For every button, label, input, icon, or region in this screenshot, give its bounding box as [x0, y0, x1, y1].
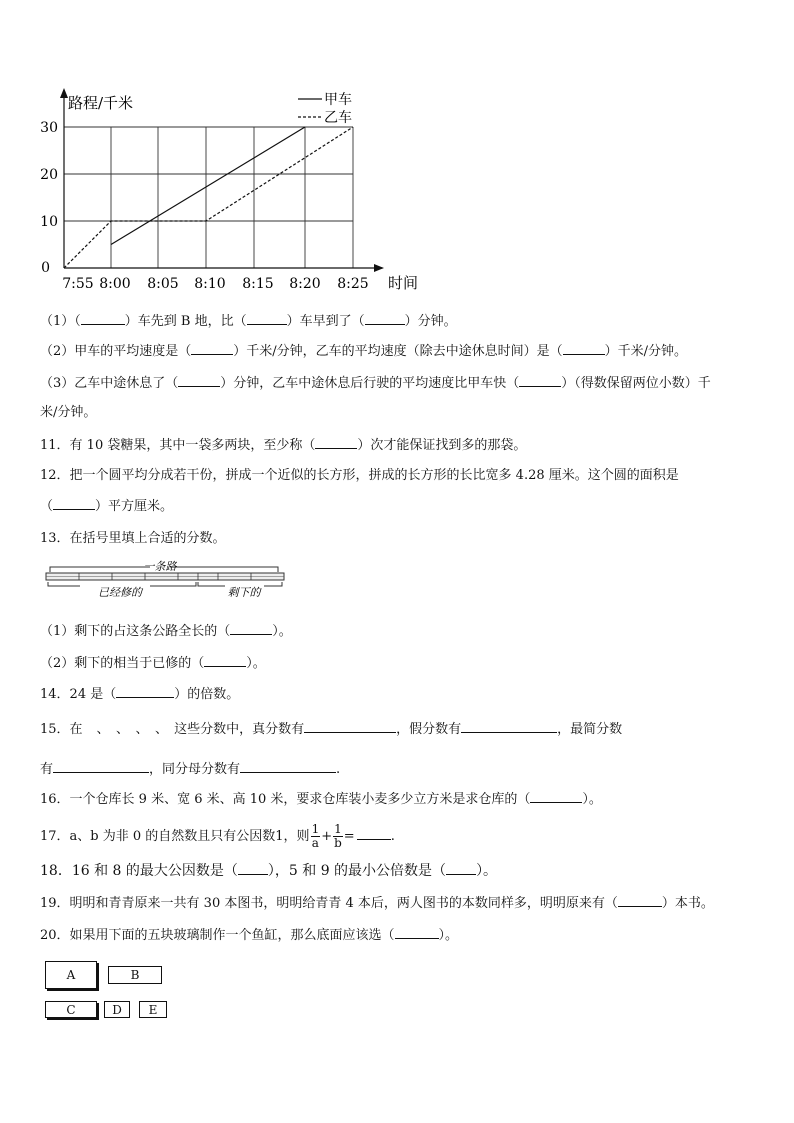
legend-label-jia: 甲车 [324, 92, 352, 108]
q17-frac2-den: b [334, 836, 342, 850]
road-diagram [40, 558, 300, 608]
question-15 [40, 720, 622, 739]
q19-blank[interactable] [618, 894, 662, 907]
glass-piece-e[interactable] [139, 1001, 167, 1018]
q18-text-a: 18．16 和 8 的最大公因数是（ [40, 863, 238, 879]
question-10-2 [40, 342, 687, 361]
q17-blank[interactable] [357, 827, 391, 840]
question-13-1 [40, 622, 292, 641]
left-label: 剩下的 [227, 586, 261, 599]
y-tick-label: 10 [40, 214, 58, 230]
q18-text-c: ）。 [476, 863, 498, 879]
x-tick-labels [62, 276, 368, 292]
q18-text-b: ），5 和 9 的最小公倍数是（ [267, 863, 447, 879]
q10-1-text-c: ）车早到了（ [286, 314, 365, 329]
q17-text-end: . [390, 829, 395, 844]
q11-text-b: ）次才能保证找到多的那袋。 [357, 438, 527, 453]
glass-piece-c-label: C [66, 1002, 76, 1017]
q11-blank[interactable] [315, 436, 357, 449]
q10-2-text-c: ）千米/分钟。 [604, 344, 688, 359]
x-axis-label: 时间 [388, 274, 419, 292]
q15-text-f: ，同分母分数有 [149, 762, 241, 777]
q10-3-line2-text: 米/分钟。 [40, 405, 97, 420]
q15-text-a: 15．在 [40, 722, 83, 737]
x-tick-label: 8:25 [337, 276, 369, 292]
x-tick-label: 8:15 [242, 276, 274, 292]
chart-legend [298, 92, 352, 126]
q13-2-text-a: （2）剩下的相当于已修的（ [40, 656, 205, 671]
q12-text-a: （ [40, 499, 54, 514]
glass-piece-d[interactable] [104, 1001, 130, 1018]
y-tick-label: 0 [41, 260, 50, 276]
q14-blank[interactable] [116, 685, 174, 698]
road-label: 一条路 [143, 560, 177, 573]
q15-blank-proper[interactable] [304, 720, 396, 733]
question-19 [40, 894, 714, 913]
question-10-3-line2 [40, 404, 96, 422]
question-13-2 [40, 654, 266, 673]
q14-text-a: 14．24 是（ [40, 687, 117, 702]
q10-1-text-b: ）车先到 B 地，比（ [124, 314, 247, 329]
series-line-yi [64, 127, 353, 268]
q17-frac1-num: 1 [311, 822, 320, 836]
q15-text-e: 有 [40, 762, 54, 777]
q14-text-b: ）的倍数。 [174, 687, 240, 702]
y-tick-label: 30 [40, 120, 58, 136]
glass-piece-c[interactable] [45, 1001, 97, 1018]
question-16 [40, 790, 602, 809]
q16-blank[interactable] [530, 790, 582, 803]
q10-2-text-a: （2）甲车的平均速度是（ [40, 344, 192, 359]
x-tick-label: 8:00 [99, 276, 131, 292]
q13-1-blank[interactable] [230, 622, 272, 635]
y-axis-label: 路程/千米 [68, 94, 134, 112]
q13-1-text-b: ）。 [272, 624, 292, 639]
q17-frac1-den: a [311, 836, 319, 850]
q17-frac2-num: 1 [334, 822, 342, 836]
question-17 [40, 822, 395, 852]
q15-text-b: 这些分数中，真分数有 [174, 722, 305, 737]
q17-text-a: 17．a、b 为非 0 的自然数且只有公因数1，则 [40, 829, 310, 844]
question-18 [40, 862, 497, 880]
q20-text-b: ）。 [438, 928, 459, 943]
question-10-1 [40, 312, 457, 331]
q15-text-g: . [336, 762, 341, 777]
glass-piece-b-label: B [130, 968, 140, 982]
q10-3-text-c: ）（得数保留两位小数）千 [561, 376, 711, 391]
question-12-line2 [40, 497, 173, 516]
chart-grid [64, 127, 353, 268]
question-20 [40, 926, 458, 945]
x-tick-label: 8:20 [289, 276, 321, 292]
glass-piece-b[interactable] [108, 966, 162, 984]
q10-3-text-a: （3）乙车中途休息了（ [40, 376, 179, 391]
x-tick-label: 8:05 [147, 276, 179, 292]
legend-label-yi: 乙车 [324, 110, 352, 126]
q10-2-blank-1[interactable] [191, 342, 233, 355]
q12-text-b: ）平方厘米。 [95, 499, 174, 514]
q10-2-text-b: ）千米/分钟，乙车的平均速度（除去中途休息时间）是（ [233, 344, 563, 359]
x-tick-label: 8:10 [194, 276, 226, 292]
q15-text-c: ，假分数有 [396, 722, 462, 737]
q13-2-blank[interactable] [204, 654, 246, 667]
q15-blank-improper[interactable] [461, 720, 557, 733]
q15-text-d: ，最简分数 [557, 722, 623, 737]
distance-time-chart [0, 0, 794, 300]
q15-blank-simplest[interactable] [53, 760, 149, 773]
q19-text-b: ）本书。 [661, 896, 714, 911]
y-axis-arrow [60, 88, 68, 98]
q19-text-a: 19．明明和青青原来一共有 30 本图书，明明给青青 4 本后，两人图书的本数同样多，明明原来有（ [40, 896, 618, 911]
glass-piece-e-label: E [148, 1002, 158, 1017]
q12-text-line1: 12．把一个圆平均分成若干份，拼成一个近似的长方形，拼成的长方形的长比宽多 4.28 厘米。这个圆的面积是 [40, 468, 679, 483]
chart-series [64, 127, 353, 268]
question-15-line2 [40, 760, 340, 779]
glass-piece-d-label: D [112, 1002, 122, 1017]
q10-3-text-b: ）分钟，乙车中途休息后行驶的平均速度比甲车快（ [220, 376, 520, 391]
q13-1-text-a: （1）剩下的占这条公路全长的（ [40, 624, 231, 639]
question-10-3 [40, 374, 711, 393]
q17-equals: = [343, 829, 355, 844]
q15-blank-same-denominator[interactable] [240, 760, 336, 773]
x-tick-label: 7:55 [62, 276, 94, 292]
y-tick-label: 20 [40, 167, 58, 183]
question-12 [40, 467, 679, 485]
glass-piece-a-label: A [66, 968, 76, 982]
question-11 [40, 436, 526, 455]
q10-1-blank-3[interactable] [365, 312, 405, 325]
question-13-title [40, 530, 226, 548]
q17-fraction-1-over-a [311, 823, 321, 850]
q16-text-a: 16．一个仓库长 9 米、宽 6 米、高 10 米，要求仓库装小麦多少立方米是求仓库的（ [40, 792, 531, 807]
q17-fraction-1-over-b [333, 823, 343, 850]
q10-3-blank-2[interactable] [519, 374, 561, 387]
q17-plus: + [321, 829, 333, 844]
q13-2-text-b: ）。 [246, 656, 266, 671]
q18-blank-gcd[interactable] [238, 862, 268, 875]
question-14 [40, 685, 239, 704]
q10-2-blank-2[interactable] [563, 342, 605, 355]
x-axis-arrow [374, 264, 384, 272]
q11-text-a: 11．有 10 袋糖果，其中一袋多两块，至少称（ [40, 438, 316, 453]
q16-text-b: ）。 [582, 792, 602, 807]
q12-blank[interactable] [53, 497, 95, 510]
q10-1-blank-2[interactable] [247, 312, 287, 325]
q20-blank[interactable] [395, 926, 439, 939]
q20-text-a: 20．如果用下面的五块玻璃制作一个鱼缸，那么底面应该选（ [40, 928, 395, 943]
glass-piece-a[interactable] [45, 961, 97, 989]
y-tick-labels [40, 120, 58, 276]
q10-1-text-d: ）分钟。 [404, 314, 457, 329]
q18-blank-lcm[interactable] [446, 862, 476, 875]
series-line-jia [111, 127, 305, 245]
q15-separators: 、 、 、 、 [96, 722, 169, 737]
q10-1-blank-1[interactable] [81, 312, 125, 325]
built-label: 已经修的 [98, 586, 142, 599]
q10-3-blank-1[interactable] [178, 374, 220, 387]
q13-title-text: 13．在括号里填上合适的分数。 [40, 531, 226, 546]
q10-1-text-a: （1）（ [40, 314, 81, 329]
